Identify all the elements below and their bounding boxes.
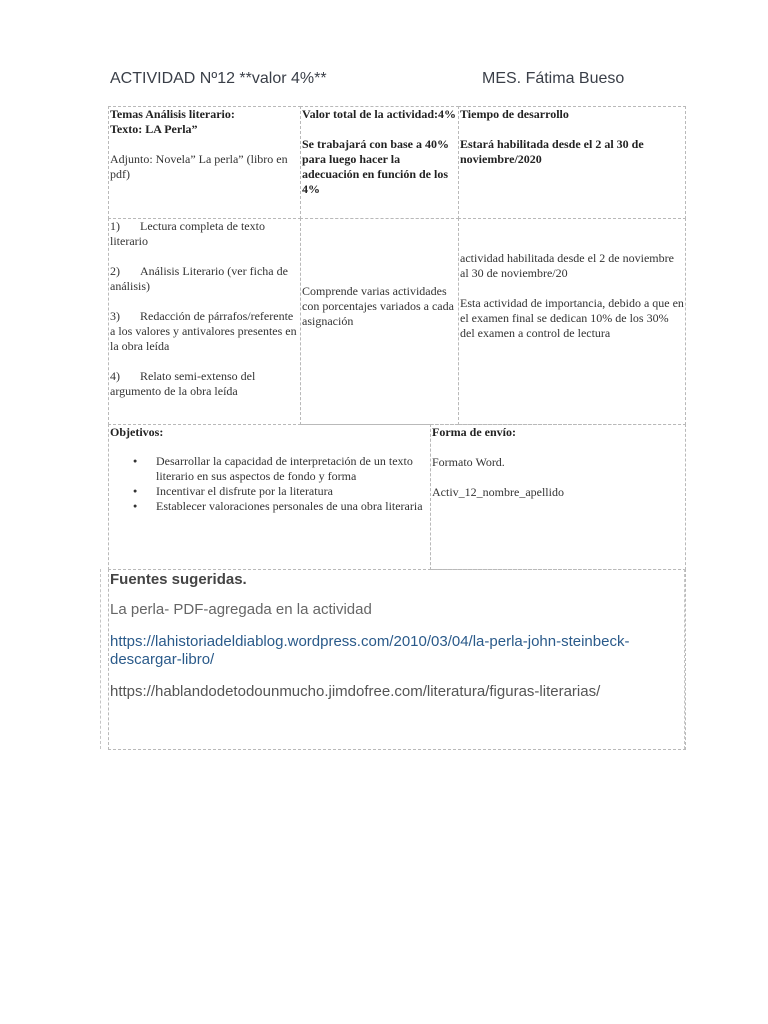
habilitada-text: actividad habilitada desde el 2 de noviembre al 30 de noviembre/20 (460, 251, 674, 280)
fuentes-cell (108, 569, 686, 750)
valor-note: Se trabajará con base a 40% para luego hacer la adecuación en función de los 4% (302, 137, 449, 196)
list-item: ● Desarrollar la capacidad de interpretación de un texto literario en sus aspectos de fondo y forma (156, 454, 429, 484)
tiempo-title: Tiempo de desarrollo (460, 107, 569, 121)
table-border (100, 569, 101, 749)
activities-list-cell (108, 218, 301, 425)
teacher-name: MES. Fátima Bueso (482, 70, 625, 87)
list-item: 2) Análisis Literario (ver ficha de análisis) (110, 264, 288, 293)
valor-title: Valor total de la actividad:4% (302, 107, 457, 121)
tiempo-note: Estará habilitada desde el 2 al 30 de noviembre/2020 (460, 137, 644, 166)
fuente-link-2[interactable]: https://hablandodetodounmucho.jimdofree.com/literatura/figuras-literarias/ (110, 683, 601, 700)
temas-text: Texto: LA Perla” (110, 122, 198, 136)
fuente-pdf: La perla- PDF-agregada en la actividad (110, 601, 372, 618)
envio-cell (430, 424, 686, 570)
envio-filename: Activ_12_nombre_apellido (432, 485, 564, 499)
fuentes-title: Fuentes sugeridas. (110, 571, 247, 588)
fuente-link-1[interactable]: https://lahistoriadeldiablog.wordpress.com/2010/03/04/la-perla-john-steinbeck-descargar-libro/ (110, 633, 630, 668)
temas-cell (108, 106, 301, 219)
temas-title: Temas Análisis literario: (110, 107, 235, 121)
table-border (684, 569, 685, 749)
objetivos-list (110, 454, 429, 514)
importancia-text: Esta actividad de importancia, debido a que en el examen final se dedican 10% de los 30% del examen a control de lectura (460, 296, 684, 340)
tiempo-cell (458, 106, 686, 219)
list-item: 3) Redacción de párrafos/referente a los valores y antivalores presentes en la obra leída (110, 309, 297, 353)
list-item: ● Establecer valoraciones personales de una obra literaria (156, 499, 429, 514)
objetivos-cell (108, 424, 431, 570)
comprende-cell (300, 218, 459, 425)
document-header (110, 70, 650, 92)
envio-format: Formato Word. (432, 455, 505, 469)
objetivos-title: Objetivos: (110, 425, 164, 439)
valor-cell (300, 106, 459, 219)
activity-title: ACTIVIDAD Nº12 **valor 4%** (110, 70, 327, 87)
list-item: ● Incentivar el disfrute por la literatura (156, 484, 429, 499)
envio-title: Forma de envío: (432, 425, 516, 439)
adjunto-text: Adjunto: Novela” La perla” (libro en pdf) (110, 152, 288, 181)
list-item: 1) Lectura completa de texto literario (110, 219, 265, 248)
comprende-text: Comprende varias actividades con porcentajes variados a cada asignación (302, 284, 454, 328)
list-item: 4) Relato semi-extenso del argumento de la obra leída (110, 369, 256, 398)
habilitada-cell (458, 218, 686, 425)
